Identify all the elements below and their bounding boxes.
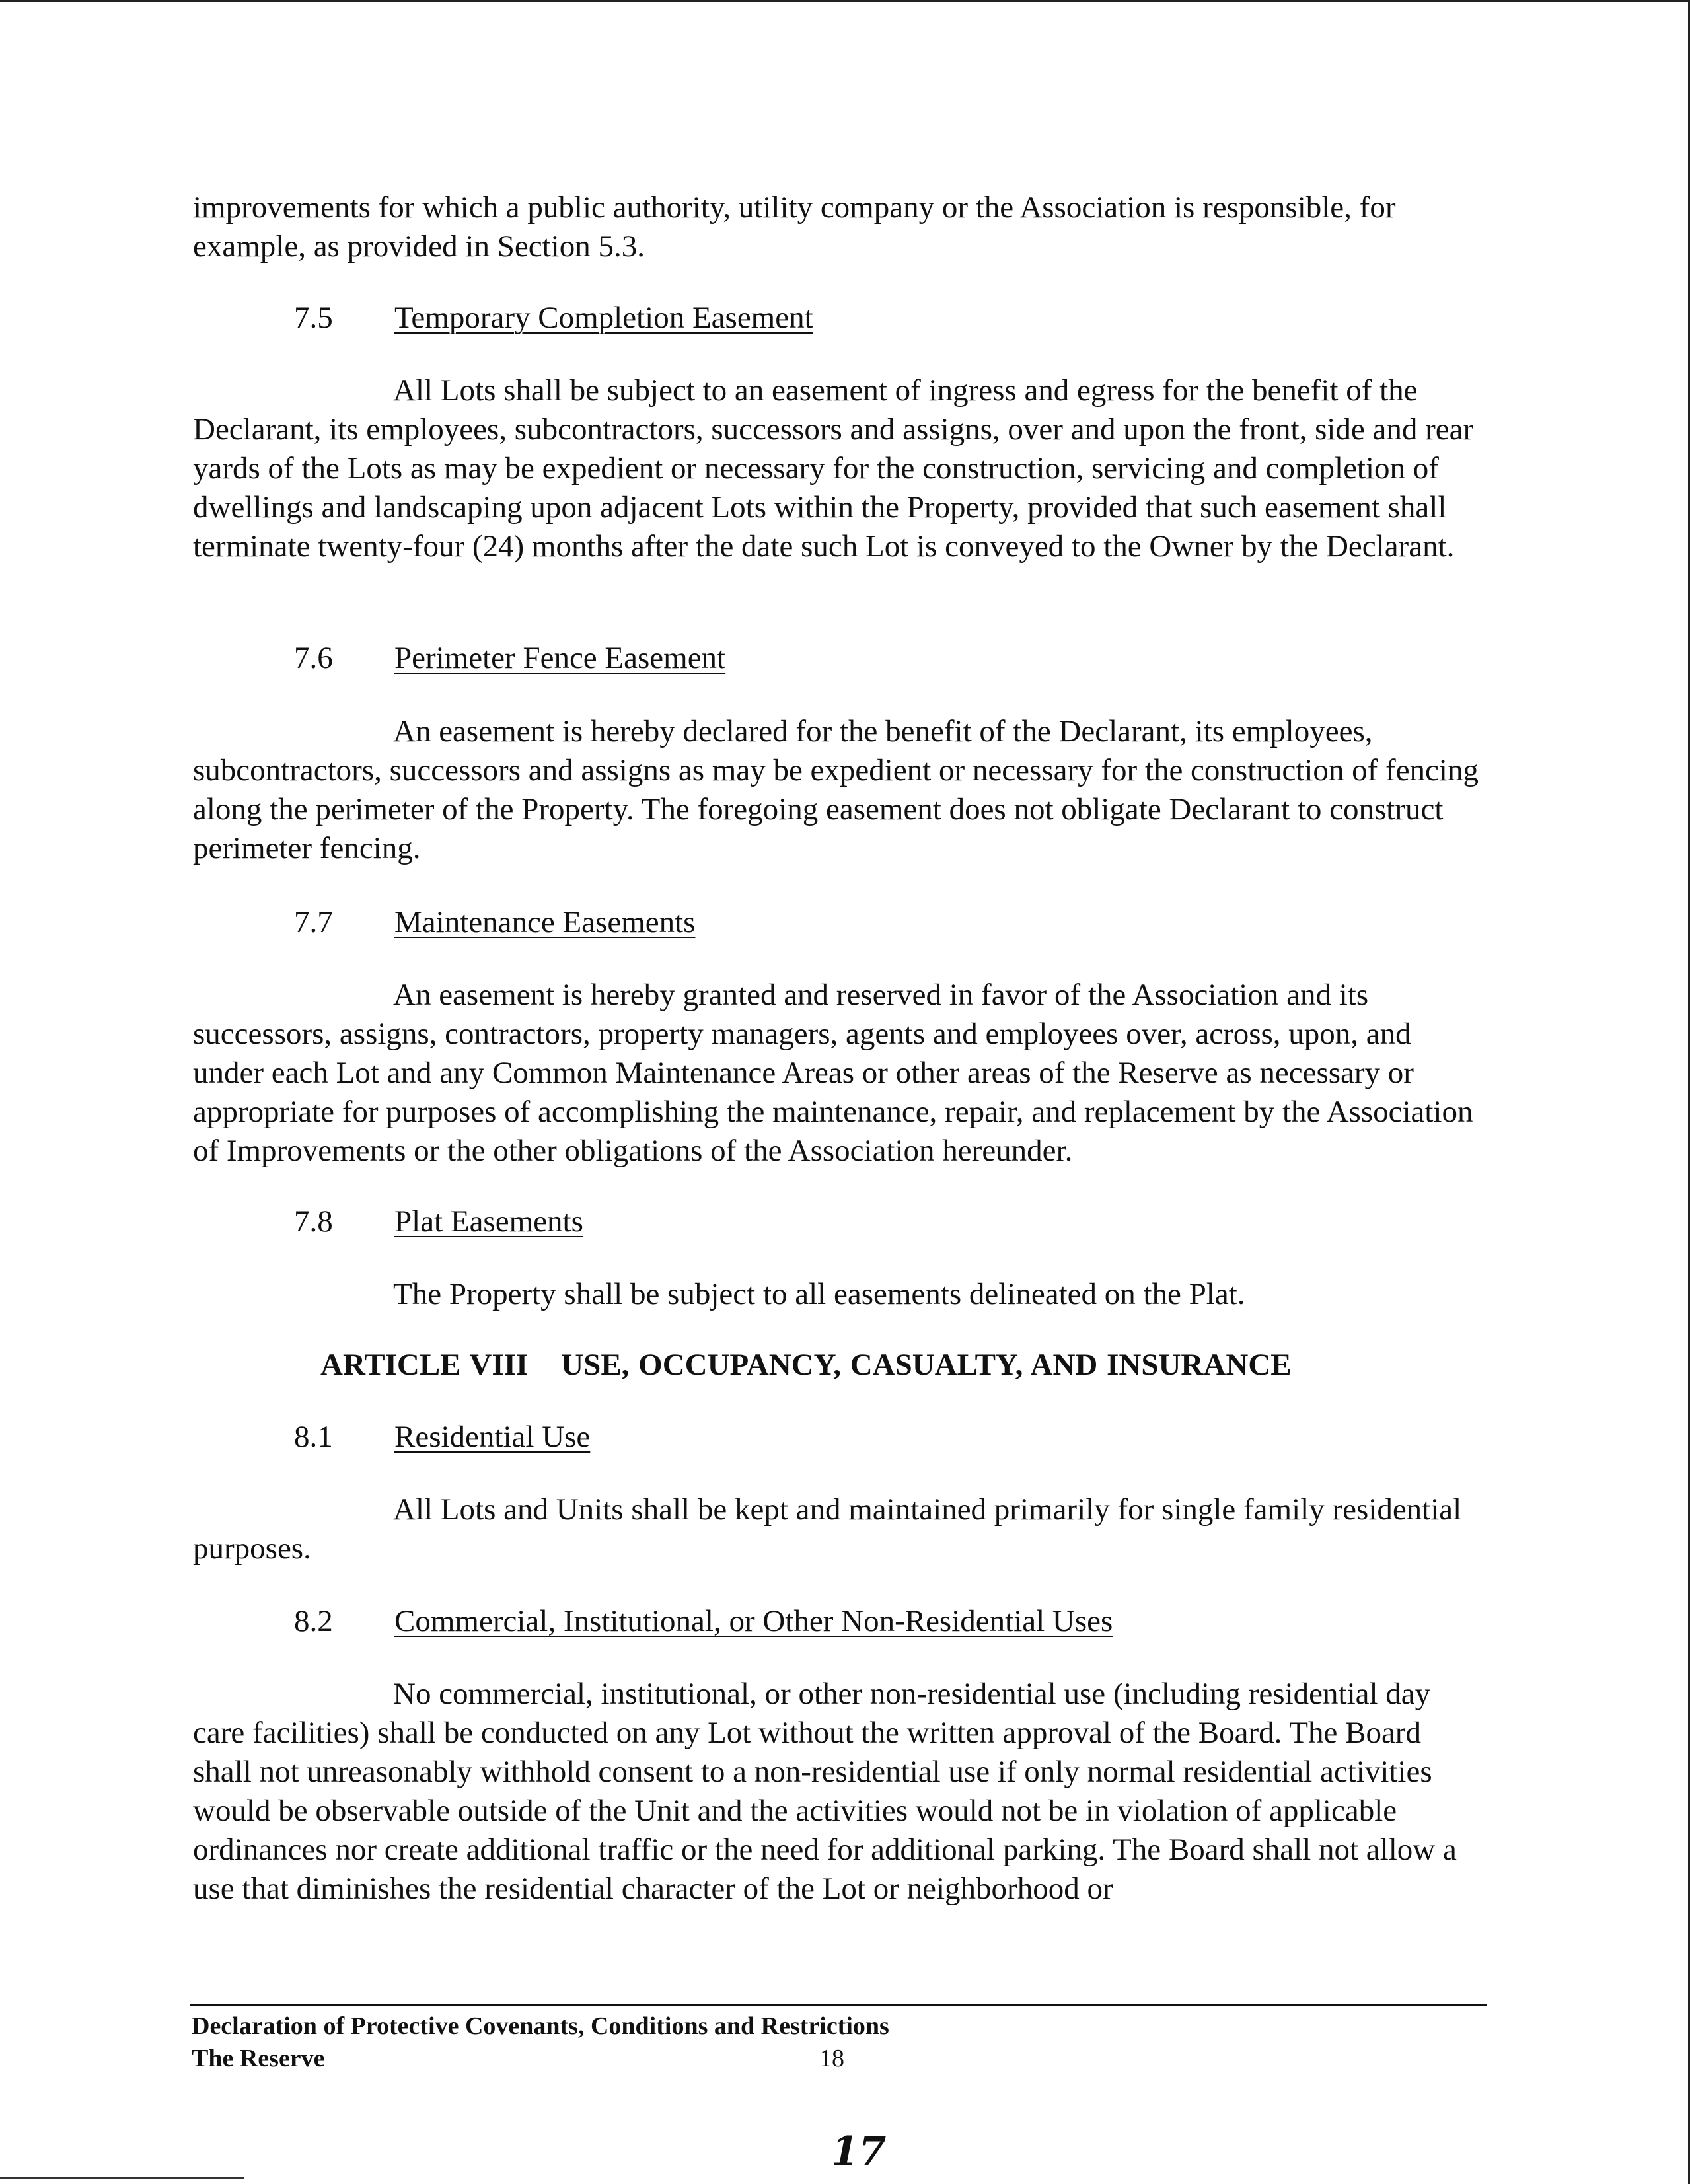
section-title-8-2: Commercial, Institutional, or Other Non-Residential Uses: [394, 1604, 1113, 1638]
section-body-7-5: All Lots shall be subject to an easement of ingress and egress for the benefit of the Declarant, its employees, subcontractors, successors and assigns, over and upon the front, side and rear yards of the Lots as may be expedient or necessary for the construction, servicing and completion of dwellings and landscaping upon adjacent Lots within the Property, provided that such easement shall terminate twenty-four (24) months after the date such Lot is conveyed to the Owner by the Declarant.: [193, 373, 1474, 564]
footer-document-title: Declaration of Protective Covenants, Conditions and Restrictions: [192, 2012, 889, 2040]
article-heading: [320, 1346, 1292, 1385]
section-number-7-5: 7.5: [294, 301, 333, 335]
article-title: USE, OCCUPANCY, CASUALTY, AND INSURANCE: [561, 1348, 1292, 1382]
scan-bottom-rule: [0, 2177, 244, 2179]
page-number: 18: [819, 2045, 844, 2072]
continuation-paragraph: improvements for which a public authority, utility company or the Association is responsible, for example, as provided in Section 5.3.: [193, 190, 1396, 264]
section-body-8-1: All Lots and Units shall be kept and maintained primarily for single family residential purposes.: [193, 1492, 1462, 1566]
section-number-7-8: 7.8: [294, 1204, 333, 1239]
section-title-7-6: Perimeter Fence Easement: [394, 641, 726, 675]
section-title-8-1: Residential Use: [394, 1420, 591, 1454]
section-number-7-7: 7.7: [294, 905, 333, 939]
section-number-8-2: 8.2: [294, 1604, 333, 1638]
section-title-7-8: Plat Easements: [394, 1204, 583, 1239]
section-body-7-6: An easement is hereby declared for the benefit of the Declarant, its employees, subcontractors, successors and assigns as may be expedient or necessary for the construction of fencing along the perimeter of the Property. The foregoing easement does not obligate Declarant to construct perimeter fencing.: [193, 714, 1479, 865]
section-title-7-7: Maintenance Easements: [394, 905, 696, 939]
section-title-7-5: Temporary Completion Easement: [394, 301, 813, 335]
section-number-7-6: 7.6: [294, 641, 333, 675]
article-label: ARTICLE VIII: [320, 1348, 529, 1382]
section-body-7-7: An easement is hereby granted and reserved in favor of the Association and its successors, assigns, contractors, property managers, agents and employees over, across, upon, and under each Lot and any Common Maintenance Areas or other areas of the Reserve as necessary or appropriate for purposes of accomplishing the maintenance, repair, and replacement by the Association of Improvements or the other obligations of the Association hereunder.: [193, 978, 1473, 1168]
section-body-7-8: The Property shall be subject to all easements delineated on the Plat.: [393, 1277, 1245, 1311]
footer-project-name: The Reserve: [192, 2045, 325, 2072]
handwritten-page-mark: 17: [831, 2129, 887, 2175]
section-number-8-1: 8.1: [294, 1420, 333, 1454]
scan-border-top: [0, 0, 1690, 2]
footer-rule: [190, 2004, 1487, 2006]
section-body-8-2: No commercial, institutional, or other non-residential use (including residential day care facilities) shall be conducted on any Lot without the written approval of the Board. The Board shall not unreasonably withhold consent to a non-residential use if only normal residential activities would be observable outside of the Unit and the activities would not be in violation of applicable ordinances nor create additional traffic or the need for additional parking. The Board shall not allow a use that diminishes the residential character of the Lot or neighborhood or: [193, 1677, 1457, 1906]
